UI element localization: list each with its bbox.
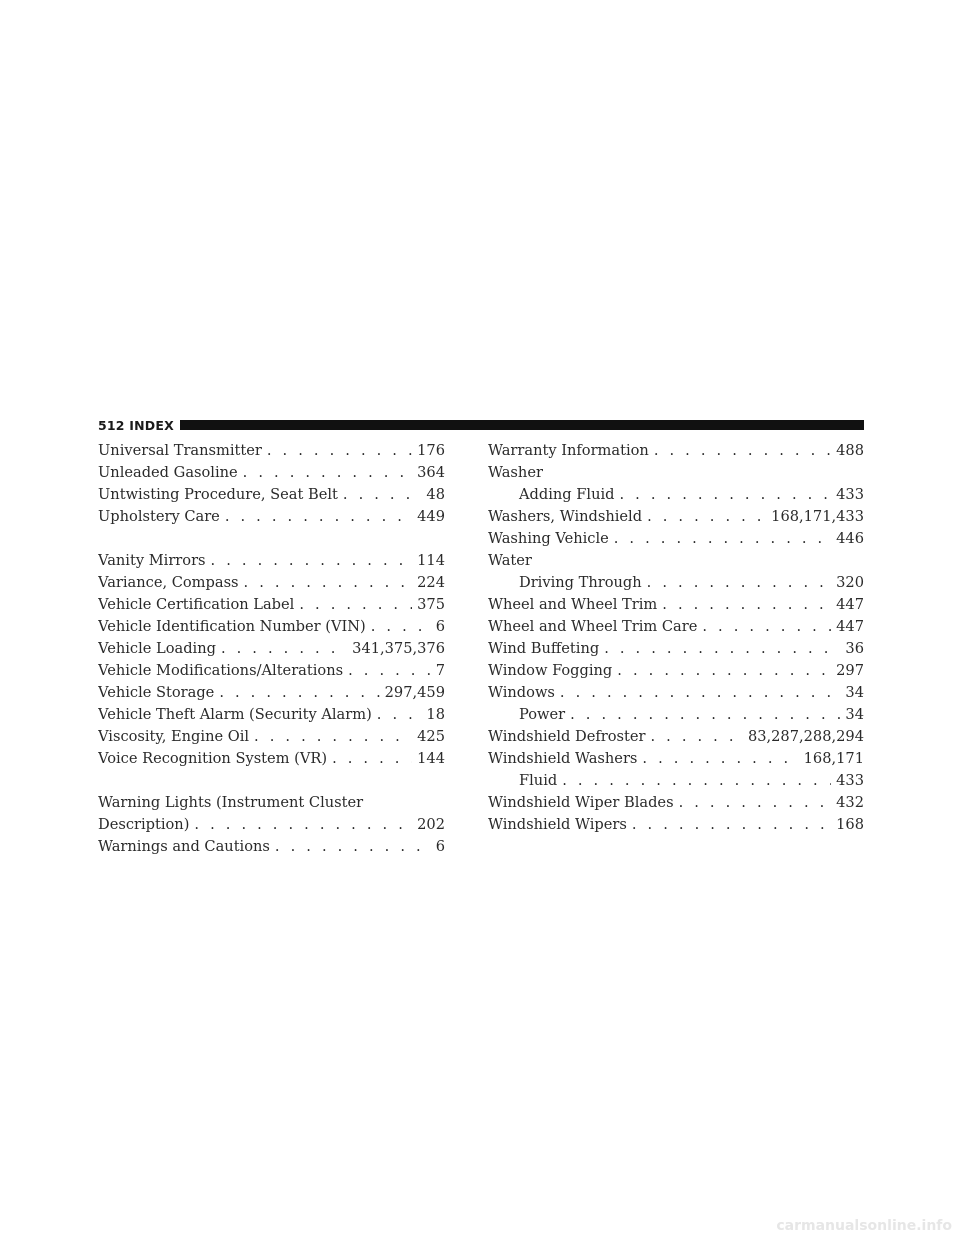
index-column-left [98, 440, 445, 858]
entry-pages: 433 [836, 486, 864, 503]
entry-pages: 18 [426, 706, 445, 723]
entry-term: Driving Through [519, 574, 642, 591]
dot-leader [632, 814, 831, 836]
dot-leader [642, 748, 798, 770]
entry-pages: 48 [426, 486, 445, 503]
index-column-right [488, 440, 864, 836]
index-entry [488, 792, 864, 814]
dot-leader [562, 770, 831, 792]
entry-pages: 168 [836, 816, 864, 833]
index-entry [488, 638, 864, 660]
entry-term: Washers, Windshield [488, 508, 643, 525]
index-entry [98, 440, 445, 462]
dot-leader [299, 594, 412, 616]
dot-leader [194, 814, 412, 836]
entry-term: Upholstery Care [98, 508, 220, 525]
index-entry [488, 594, 864, 616]
index-heading: Water [488, 552, 532, 569]
dot-leader [662, 594, 831, 616]
header-rule [180, 420, 864, 430]
entry-term: Unleaded Gasoline [98, 464, 238, 481]
entry-pages: 36 [845, 640, 864, 657]
entry-term: Vehicle Modifications/Alterations [98, 662, 344, 679]
index-entry [98, 682, 445, 704]
entry-pages: 83,287,288,294 [747, 728, 864, 745]
index-entry [98, 638, 445, 660]
entry-term: Vanity Mirrors [98, 552, 206, 569]
dot-leader [570, 704, 840, 726]
entry-term: Washing Vehicle [488, 530, 609, 547]
index-entry [98, 572, 445, 594]
dot-leader [244, 572, 413, 594]
dot-leader [377, 704, 422, 726]
entry-term: Adding Fluid [519, 486, 615, 503]
index-entry [98, 814, 445, 836]
index-entry [98, 836, 445, 858]
entry-term: Warnings and Cautions [98, 838, 270, 855]
index-entry [488, 660, 864, 682]
entry-pages: 488 [836, 442, 864, 459]
entry-term: Universal Transmitter [98, 442, 262, 459]
dot-leader [679, 792, 832, 814]
entry-term: Wheel and Wheel Trim [488, 596, 658, 613]
entry-term: Wheel and Wheel Trim Care [488, 618, 698, 635]
index-entry [98, 660, 445, 682]
index-subentry [488, 770, 864, 792]
dot-leader [267, 440, 412, 462]
entry-term: Variance, Compass [98, 574, 239, 591]
dot-leader [343, 484, 422, 506]
index-entry [98, 748, 445, 770]
entry-term: Power [519, 706, 566, 723]
entry-pages: 6 [435, 618, 445, 635]
entry-pages: 114 [417, 552, 445, 569]
dot-leader [614, 528, 831, 550]
index-entry [488, 506, 864, 528]
index-entry [488, 528, 864, 550]
entry-term: Vehicle Certification Label [98, 596, 295, 613]
dot-leader [702, 616, 831, 638]
index-entry [488, 748, 864, 770]
index-entry [488, 440, 864, 462]
dot-leader [371, 616, 431, 638]
index-entry [98, 506, 445, 528]
index-entry [488, 682, 864, 704]
entry-term: Voice Recognition System (VR) [98, 750, 328, 767]
entry-pages: 341,375,376 [352, 640, 445, 657]
entry-pages: 144 [417, 750, 445, 767]
index-subentry [488, 572, 864, 594]
dot-leader [254, 726, 412, 748]
index-entry [98, 462, 445, 484]
entry-term: Vehicle Loading [98, 640, 216, 657]
index-subentry [488, 704, 864, 726]
index-heading: Warning Lights (Instrument Cluster [98, 794, 364, 811]
entry-pages: 34 [845, 684, 864, 701]
page-number: 512 INDEX [98, 417, 174, 433]
dot-leader [225, 506, 412, 528]
entry-term: Windshield Wipers [488, 816, 627, 833]
index-entry [98, 484, 445, 506]
entry-pages: 446 [836, 530, 864, 547]
dot-leader [348, 660, 431, 682]
dot-leader [243, 462, 412, 484]
section-title: INDEX [129, 417, 174, 433]
entry-pages: 433 [836, 772, 864, 789]
entry-pages: 375 [417, 596, 445, 613]
dot-leader [221, 638, 347, 660]
index-subentry [488, 484, 864, 506]
entry-pages: 224 [417, 574, 445, 591]
entry-pages: 168,171,433 [771, 508, 864, 525]
entry-pages: 176 [417, 442, 445, 459]
entry-pages: 364 [417, 464, 445, 481]
entry-spacer [98, 528, 445, 550]
dot-leader [332, 748, 412, 770]
index-heading: Washer [488, 464, 543, 481]
dot-leader [650, 726, 742, 748]
index-entry [488, 616, 864, 638]
entry-term: Fluid [519, 772, 558, 789]
index-entry [98, 550, 445, 572]
entry-pages: 425 [417, 728, 445, 745]
entry-term: Warranty Information [488, 442, 649, 459]
entry-pages: 6 [435, 838, 445, 855]
entry-pages: 447 [836, 596, 864, 613]
entry-term: Description) [98, 816, 190, 833]
entry-pages: 34 [845, 706, 864, 723]
dot-leader [604, 638, 840, 660]
dot-leader [654, 440, 831, 462]
entry-term: Windows [488, 684, 555, 701]
entry-pages: 202 [417, 816, 445, 833]
entry-pages: 168,171 [803, 750, 864, 767]
dot-leader [647, 572, 831, 594]
index-entry [98, 704, 445, 726]
entry-pages: 432 [836, 794, 864, 811]
dot-leader [211, 550, 413, 572]
index-entry [98, 594, 445, 616]
dot-leader [619, 484, 831, 506]
entry-term: Windshield Wiper Blades [488, 794, 674, 811]
dot-leader [560, 682, 841, 704]
entry-term: Vehicle Storage [98, 684, 215, 701]
dot-leader [219, 682, 379, 704]
entry-spacer [98, 770, 445, 792]
page-header [98, 417, 864, 433]
entry-pages: 449 [417, 508, 445, 525]
entry-pages: 297,459 [384, 684, 445, 701]
index-entry [98, 616, 445, 638]
entry-term: Windshield Washers [488, 750, 638, 767]
dot-leader [617, 660, 831, 682]
watermark: carmanualsonline.info [776, 1218, 952, 1234]
dot-leader [275, 836, 431, 858]
index-entry [488, 814, 864, 836]
entry-pages: 447 [836, 618, 864, 635]
index-entry [98, 726, 445, 748]
dot-leader [647, 506, 766, 528]
entry-pages: 7 [435, 662, 445, 679]
entry-term: Untwisting Procedure, Seat Belt [98, 486, 338, 503]
entry-term: Wind Buffeting [488, 640, 600, 657]
entry-term: Window Fogging [488, 662, 613, 679]
index-entry [488, 726, 864, 748]
entry-term: Vehicle Theft Alarm (Security Alarm) [98, 706, 372, 723]
entry-pages: 297 [836, 662, 864, 679]
entry-term: Windshield Defroster [488, 728, 646, 745]
entry-pages: 320 [836, 574, 864, 591]
entry-term: Viscosity, Engine Oil [98, 728, 250, 745]
entry-term: Vehicle Identification Number (VIN) [98, 618, 366, 635]
